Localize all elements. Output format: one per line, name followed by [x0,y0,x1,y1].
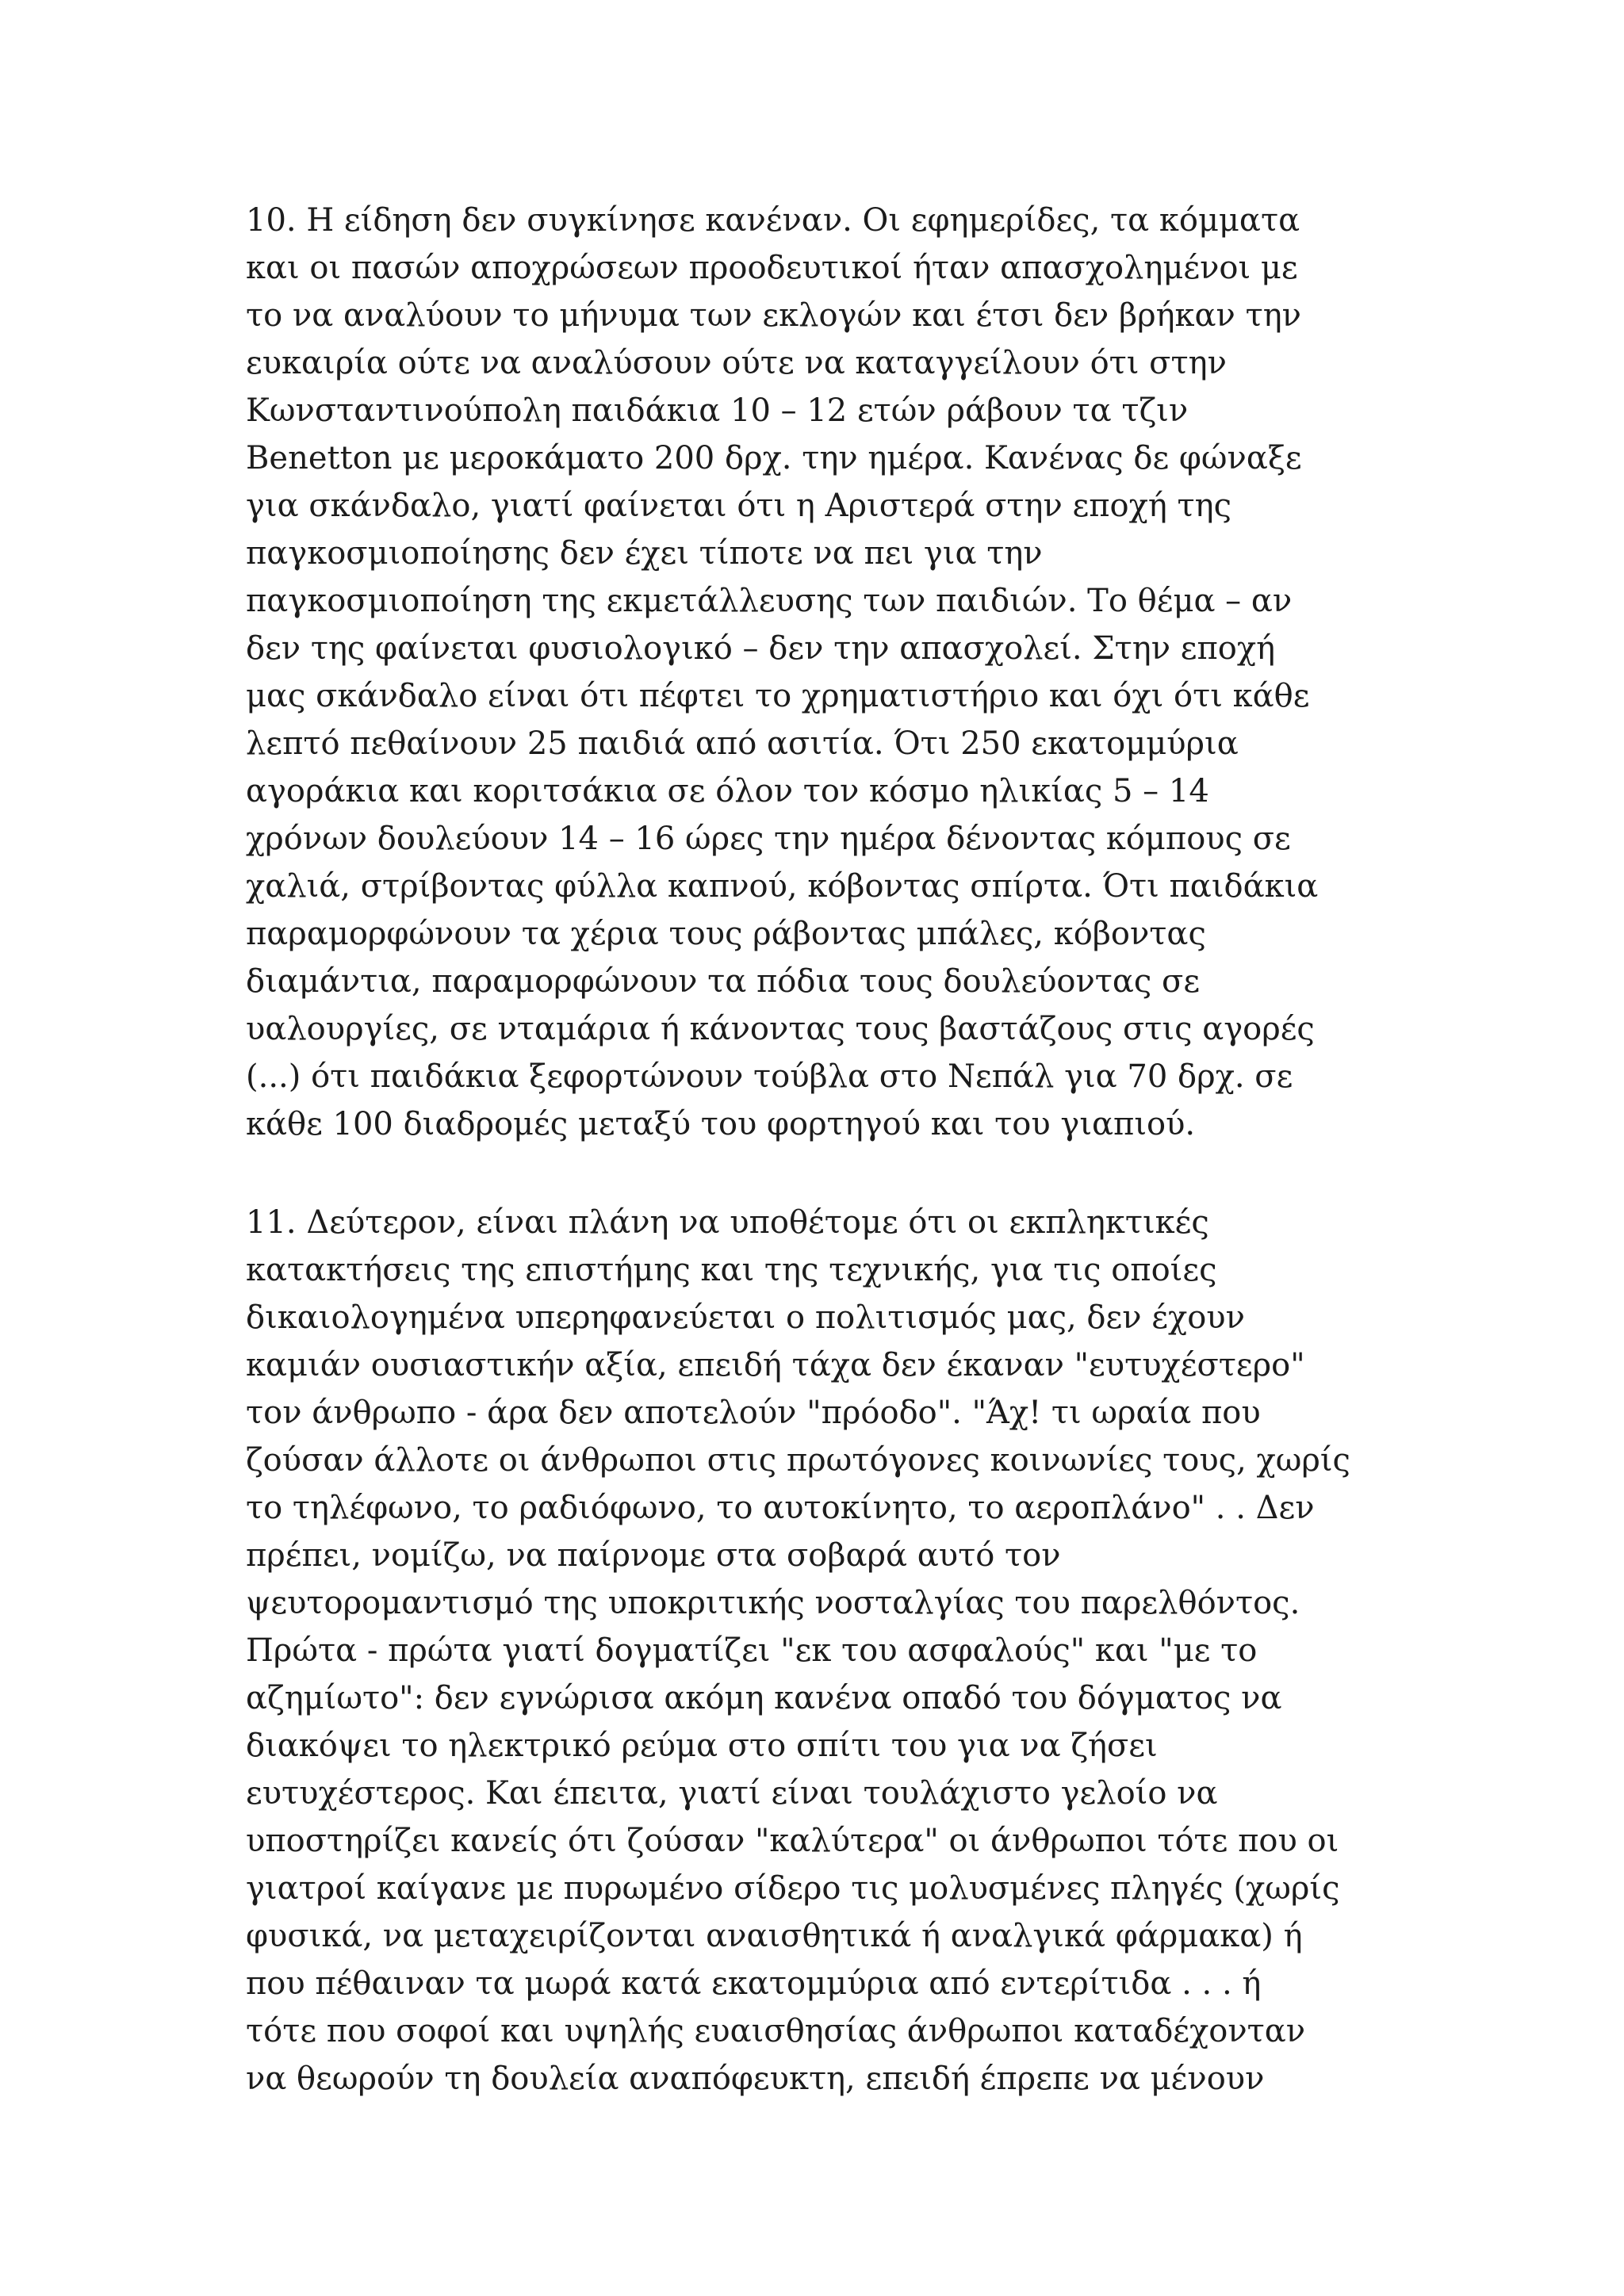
text-line: ευτυχέστερος. Και έπειτα, γιατί είναι τουλάχιστο γελοίο να [246,1775,1218,1812]
text-line: παγκοσμιοποίηση της εκμετάλλευσης των παιδιών. Το θέμα – αν [246,583,1293,619]
text-line: αγοράκια και κοριτσάκια σε όλον τον κόσμο ηλικίας 5 – 14 [246,773,1209,809]
text-line: λεπτό πεθαίνουν 25 παιδιά από ασιτία. Ότι 250 εκατομμύρια [246,725,1239,762]
text-line: διακόψει το ηλεκτρικό ρεύμα στο σπίτι του για να ζήσει [246,1728,1158,1764]
text-line: υποστηρίζει κανείς ότι ζούσαν "καλύτερα" οι άνθρωποι τότε που οι [246,1823,1339,1859]
text-line: ζούσαν άλλοτε οι άνθρωποι στις πρωτόγονες κοινωνίες τους, χωρίς [246,1442,1350,1479]
text-line: και οι πασών αποχρώσεων προοδευτικοί ήταν απασχολημένοι με [246,250,1298,286]
text-line: καμιάν ουσιαστικήν αξία, επειδή τάχα δεν έκαναν "ευτυχέστερο" [246,1347,1305,1383]
text-line: μας σκάνδαλο είναι ότι πέφτει το χρηματιστήριο και όχι ότι κάθε [246,678,1310,714]
text-line: 11. Δεύτερον, είναι πλάνη να υποθέτομε ότι οι εκπληκτικές [246,1204,1209,1241]
text-line: δεν της φαίνεται φυσιολογικό – δεν την απασχολεί. Στην εποχή [246,630,1276,667]
text-line: κατακτήσεις της επιστήμης και της τεχνικής, για τις οποίες [246,1252,1217,1288]
text-line: Κωνσταντινούπολη παιδάκια 10 – 12 ετών ράβουν τα τζιν [246,392,1189,429]
text-line: υαλουργίες, σε νταμάρια ή κάνοντας τους βαστάζους στις αγορές [246,1011,1315,1047]
text-line: γιατροί καίγανε με πυρωμένο σίδερο τις μολυσμένες πληγές (χωρίς [246,1870,1340,1907]
text-line: (...) ότι παιδάκια ξεφορτώνουν τούβλα στο Νεπάλ για 70 δρχ. σε [246,1058,1293,1095]
text-line: δικαιολογημένα υπερηφανεύεται ο πολιτισμός μας, δεν έχουν [246,1299,1245,1336]
text-line: για σκάνδαλο, γιατί φαίνεται ότι η Αριστερά στην εποχή της [246,488,1232,524]
paragraph-10 [246,197,1388,1148]
text-line: κάθε 100 διαδρομές μεταξύ του φορτηγού και του γιαπιού. [246,1106,1196,1142]
paragraph-11 [246,1199,1388,2103]
text-line: το τηλέφωνο, το ραδιόφωνο, το αυτοκίνητο, το αεροπλάνο" . . Δεν [246,1490,1315,1526]
text-line: τον άνθρωπο - άρα δεν αποτελούν "πρόοδο". "Άχ! τι ωραία που [246,1395,1261,1431]
text-line: ψευτορομαντισμό της υποκριτικής νοσταλγίας του παρελθόντος. [246,1585,1300,1621]
text-line: να θεωρούν τη δουλεία αναπόφευκτη, επειδή έπρεπε να μένουν [246,2061,1265,2097]
text-line: χρόνων δουλεύουν 14 – 16 ώρες την ημέρα δένοντας κόμπους σε [246,821,1291,857]
text-line: διαμάντια, παραμορφώνουν τα πόδια τους δουλεύοντας σε [246,963,1201,1000]
text-line: Πρώτα - πρώτα γιατί δογματίζει "εκ του ασφαλούς" και "με το [246,1632,1258,1669]
text-line: πρέπει, νομίζω, να παίρνομε στα σοβαρά αυτό τον [246,1537,1061,1574]
text-line: παραμορφώνουν τα χέρια τους ράβοντας μπάλες, κόβοντας [246,916,1206,952]
text-line: ευκαιρία ούτε να αναλύσουν ούτε να καταγγείλουν ότι στην [246,345,1227,381]
text-line: φυσικά, να μεταχειρίζονται αναισθητικά ή αναλγικά φάρμακα) ή [246,1918,1303,1954]
text-line: παγκοσμιοποίησης δεν έχει τίποτε να πει για την [246,535,1043,572]
text-line: 10. Η είδηση δεν συγκίνησε κανέναν. Οι εφημερίδες, τα κόμματα [246,202,1300,239]
text-column [246,197,1388,2103]
text-line: το να αναλύουν το μήνυμα των εκλογών και έτσι δεν βρήκαν την [246,297,1301,334]
text-line: που πέθαιναν τα μωρά κατά εκατομμύρια από εντερίτιδα . . . ή [246,1965,1262,2002]
text-line: χαλιά, στρίβοντας φύλλα καπνού, κόβοντας σπίρτα. Ότι παιδάκια [246,868,1319,905]
text-line: αζημίωτο": δεν εγνώρισα ακόμη κανένα οπαδό του δόγματος να [246,1680,1282,1716]
text-line: Benetton με μεροκάματο 200 δρχ. την ημέρα. Κανένας δε φώναξε [246,440,1302,476]
text-line: τότε που σοφοί και υψηλής ευαισθησίας άνθρωποι καταδέχονταν [246,2013,1306,2049]
